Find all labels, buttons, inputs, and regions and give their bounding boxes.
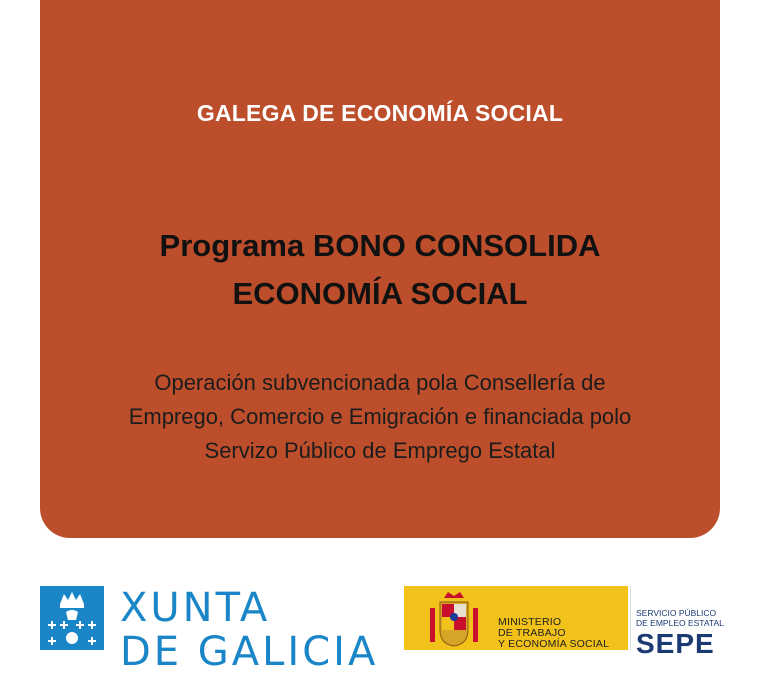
funding-description	[40, 366, 720, 468]
description-line: Emprego, Comercio e Emigración e financiada polo	[128, 404, 632, 429]
spain-coat-of-arms-icon	[422, 586, 486, 650]
sepe-logo-line: SERVICIO PÚBLICO	[636, 608, 717, 618]
description-line: Operación subvencionada pola Consellería de	[154, 370, 606, 395]
xunta-logo-line: XUNTA	[120, 585, 271, 631]
description-line: Servizo Público de Emprego Estatal	[204, 438, 556, 463]
ministry-logo-line: DE TRABAJO	[498, 627, 566, 639]
xunta-logo-line: DE GALICIA	[120, 629, 379, 675]
ministry-logo-text	[498, 617, 609, 650]
sepe-logo-line: DE EMPLEO ESTATAL	[636, 618, 724, 628]
xunta-crest-icon	[40, 586, 104, 650]
program-title	[40, 222, 720, 318]
sepe-logo-subtitle	[636, 608, 724, 628]
sepe-acronym: SEPE	[636, 628, 715, 659]
organization-heading: GALEGA DE ECONOMÍA SOCIAL	[196, 100, 564, 126]
xunta-logo-text	[120, 586, 378, 674]
ministry-logo-line: Y ECONOMÍA SOCIAL	[498, 638, 610, 650]
program-title-line: ECONOMÍA SOCIAL	[232, 276, 528, 311]
program-title-line: Programa BONO CONSOLIDA	[159, 228, 601, 263]
ministry-logo-line: MINISTERIO	[498, 616, 562, 628]
